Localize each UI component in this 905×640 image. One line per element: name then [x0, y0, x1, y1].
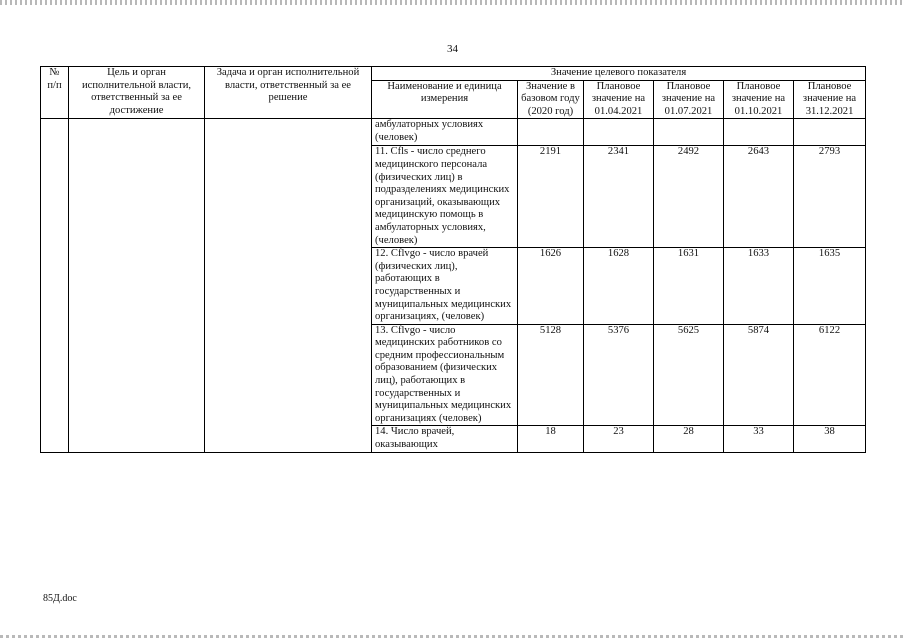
header-plan-q3: Плановое значение на 01.10.2021: [724, 80, 794, 119]
indicator-name: 11. Cfls - число среднего медицинского персонала (физических лиц) в подразделениях медицинских организаций, оказывающих медицинскую помощь в амбулаторных условиях, (человек): [372, 146, 518, 248]
task-cell-blank: [205, 119, 372, 452]
plan-q2-value: 28: [654, 426, 724, 452]
header-plan-q2: Плановое значение на 01.07.2021: [654, 80, 724, 119]
document-filename: 85Д.doc: [43, 593, 77, 604]
indicator-name: 14. Число врачей, оказывающих: [372, 426, 518, 452]
header-goal: Цель и орган исполнительной власти, ответственный за ее достижение: [69, 67, 205, 119]
base-value: 1626: [518, 248, 584, 325]
page-number: 34: [447, 43, 458, 55]
plan-q3-value: [724, 119, 794, 146]
scan-edge-bottom: [0, 635, 905, 638]
scan-edge-top: [0, 0, 905, 5]
base-value: [518, 119, 584, 146]
plan-q2-value: 2492: [654, 146, 724, 248]
header-base-year: Значение в базовом году (2020 год): [518, 80, 584, 119]
indicator-name: 13. Cflvgo - число медицинских работников со средним профессиональным образованием (физических лиц), работающих в государственных и муниципальных медицинских организациях (человек): [372, 324, 518, 426]
plan-q1-value: 1628: [584, 248, 654, 325]
header-row-1: [41, 67, 866, 81]
header-name-unit: Наименование и единица измерения: [372, 80, 518, 119]
plan-q3-value: 5874: [724, 324, 794, 426]
base-value: 18: [518, 426, 584, 452]
header-task: Задача и орган исполнительной власти, ответственный за ее решение: [205, 67, 372, 119]
header-plan-q4: Плановое значение на 31.12.2021: [794, 80, 866, 119]
plan-q2-value: [654, 119, 724, 146]
plan-q3-value: 1633: [724, 248, 794, 325]
plan-q4-value: [794, 119, 866, 146]
plan-q4-value: 1635: [794, 248, 866, 325]
header-num: № п/п: [41, 67, 69, 119]
num-cell-blank: [41, 119, 69, 452]
base-value: 5128: [518, 324, 584, 426]
plan-q4-value: 2793: [794, 146, 866, 248]
plan-q4-value: 38: [794, 426, 866, 452]
plan-q1-value: [584, 119, 654, 146]
base-value: 2191: [518, 146, 584, 248]
plan-q4-value: 6122: [794, 324, 866, 426]
plan-q3-value: 33: [724, 426, 794, 452]
plan-q1-value: 2341: [584, 146, 654, 248]
target-indicators-table: [40, 66, 866, 453]
plan-q2-value: 1631: [654, 248, 724, 325]
goal-cell-blank: [69, 119, 205, 452]
table-row: [41, 119, 866, 146]
plan-q3-value: 2643: [724, 146, 794, 248]
plan-q2-value: 5625: [654, 324, 724, 426]
indicator-name: 12. Cflvgo - число врачей (физических лиц), работающих в государственных и муниципальных медицинских организациях, (человек): [372, 248, 518, 325]
header-plan-q1: Плановое значение на 01.04.2021: [584, 80, 654, 119]
plan-q1-value: 23: [584, 426, 654, 452]
header-indicator-group: Значение целевого показателя: [372, 67, 866, 81]
plan-q1-value: 5376: [584, 324, 654, 426]
indicator-name: амбулаторных условиях (человек): [372, 119, 518, 146]
